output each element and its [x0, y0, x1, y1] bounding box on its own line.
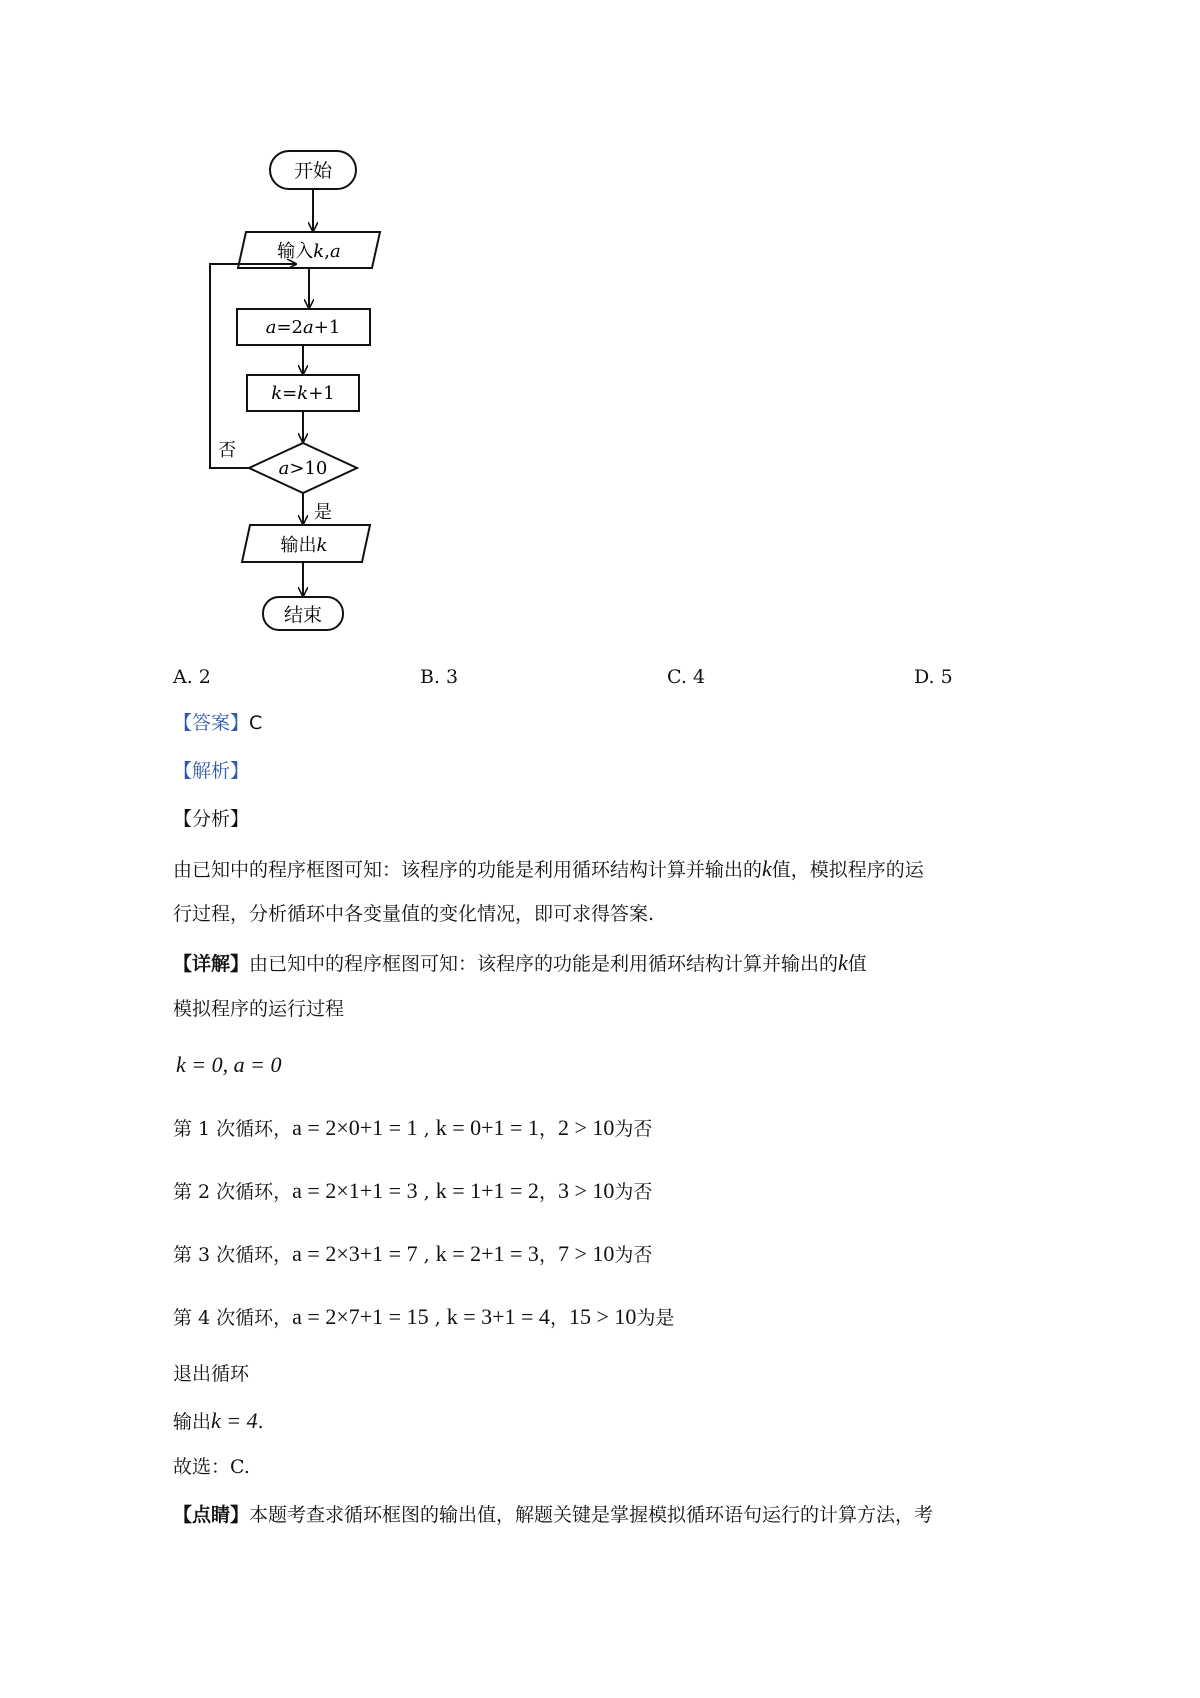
detail-line-2: 模拟程序的运行过程 [173, 998, 345, 1020]
output-prefix: 输出 [173, 1411, 212, 1433]
loop-line: 第 1 次循环，a = 2×0+1 = 1 , k = 0+1 = 1，2 > 10为否 [173, 1115, 653, 1140]
no-label: 否 [218, 440, 236, 461]
option-d: D. 5 [914, 666, 953, 688]
assign-a-label: a=2a+1 [265, 317, 341, 338]
analysis-tag: 【解析】 [173, 760, 250, 782]
loop-k-expr: k = 1+1 = 2 [435, 1178, 539, 1203]
dianjing-line [173, 1506, 933, 1525]
loop-cmp: 3 > 10 [557, 1178, 615, 1203]
flowchart [180, 150, 400, 640]
loop-cmp: 7 > 10 [557, 1241, 615, 1266]
detail-var: k [838, 950, 848, 975]
output-line [173, 1410, 264, 1432]
loop-prefix: 第 4 次循环， [173, 1307, 293, 1329]
loop-k-expr: k = 3+1 = 4 [446, 1304, 550, 1329]
init-line: k = 0, a = 0 [176, 1052, 282, 1077]
input-label: 输入k,a [277, 241, 341, 262]
assign-k-label: k=k+1 [271, 383, 335, 404]
answer-line [173, 714, 262, 733]
fenxi-var: k [762, 856, 772, 881]
detail-line-1 [173, 952, 867, 974]
loop-line: 第 4 次循环，a = 2×7+1 = 15 , k = 3+1 = 4，15 > 10为是 [173, 1304, 675, 1329]
loop-k-expr: k = 0+1 = 1 [435, 1115, 539, 1140]
loop-verdict: 为否 [614, 1181, 653, 1203]
output-label: 输出k [280, 535, 328, 556]
loop-prefix: 第 2 次循环， [173, 1181, 293, 1203]
loop-cmp: 2 > 10 [557, 1115, 615, 1140]
loop-a-expr: a = 2×0+1 = 1 [292, 1115, 418, 1140]
loop-verdict: 为是 [636, 1307, 675, 1329]
dianjing-text: 本题考查求循环框图的输出值，解题关键是掌握模拟循环语句运行的计算方法，考 [249, 1504, 934, 1526]
loop-prefix: 第 1 次循环， [173, 1118, 293, 1140]
loop-a-expr: a = 2×1+1 = 3 [292, 1178, 418, 1203]
option-b: B. 3 [420, 666, 459, 688]
loop-prefix: 第 3 次循环， [173, 1244, 293, 1266]
exit-loop: 退出循环 [173, 1363, 250, 1385]
condition-label: a>10 [278, 458, 328, 479]
start-label: 开始 [293, 160, 333, 182]
loop-k-expr: k = 2+1 = 3 [435, 1241, 539, 1266]
fenxi-tail: 值，模拟程序的运 [771, 859, 924, 881]
loop-cmp: 15 > 10 [568, 1304, 637, 1329]
output-expr: k = 4 [211, 1408, 258, 1433]
loop-verdict: 为否 [614, 1118, 653, 1140]
fenxi-tag: 【分析】 [173, 808, 250, 830]
detail-text: 由已知中的程序框图可知：该程序的功能是利用循环结构计算并输出的 [249, 953, 839, 975]
loop-a-expr: a = 2×7+1 = 15 [292, 1304, 429, 1329]
answer-tag: 【答案】 [173, 712, 250, 734]
fenxi-line-2: 行过程，分析循环中各变量值的变化情况，即可求得答案. [173, 903, 655, 925]
dianjing-tag: 【点睛】 [173, 1504, 250, 1526]
answer-value: C [249, 712, 263, 734]
detail-tag: 【详解】 [173, 953, 250, 975]
output-suffix: . [257, 1411, 264, 1433]
yes-label: 是 [314, 502, 332, 523]
fenxi-text: 由已知中的程序框图可知：该程序的功能是利用循环结构计算并输出的 [173, 859, 763, 881]
option-c: C. 4 [667, 666, 706, 688]
loop-verdict: 为否 [614, 1244, 653, 1266]
choice-line: 故选：C. [173, 1456, 250, 1478]
option-a: A. 2 [173, 666, 211, 688]
loop-a-expr: a = 2×3+1 = 7 [292, 1241, 418, 1266]
detail-tail: 值 [847, 953, 867, 975]
loop-line: 第 3 次循环，a = 2×3+1 = 7 , k = 2+1 = 3，7 > 10为否 [173, 1241, 653, 1266]
loop-line: 第 2 次循环，a = 2×1+1 = 3 , k = 1+1 = 2，3 > 10为否 [173, 1178, 653, 1203]
end-label: 结束 [283, 604, 323, 626]
fenxi-line-1 [173, 858, 924, 880]
